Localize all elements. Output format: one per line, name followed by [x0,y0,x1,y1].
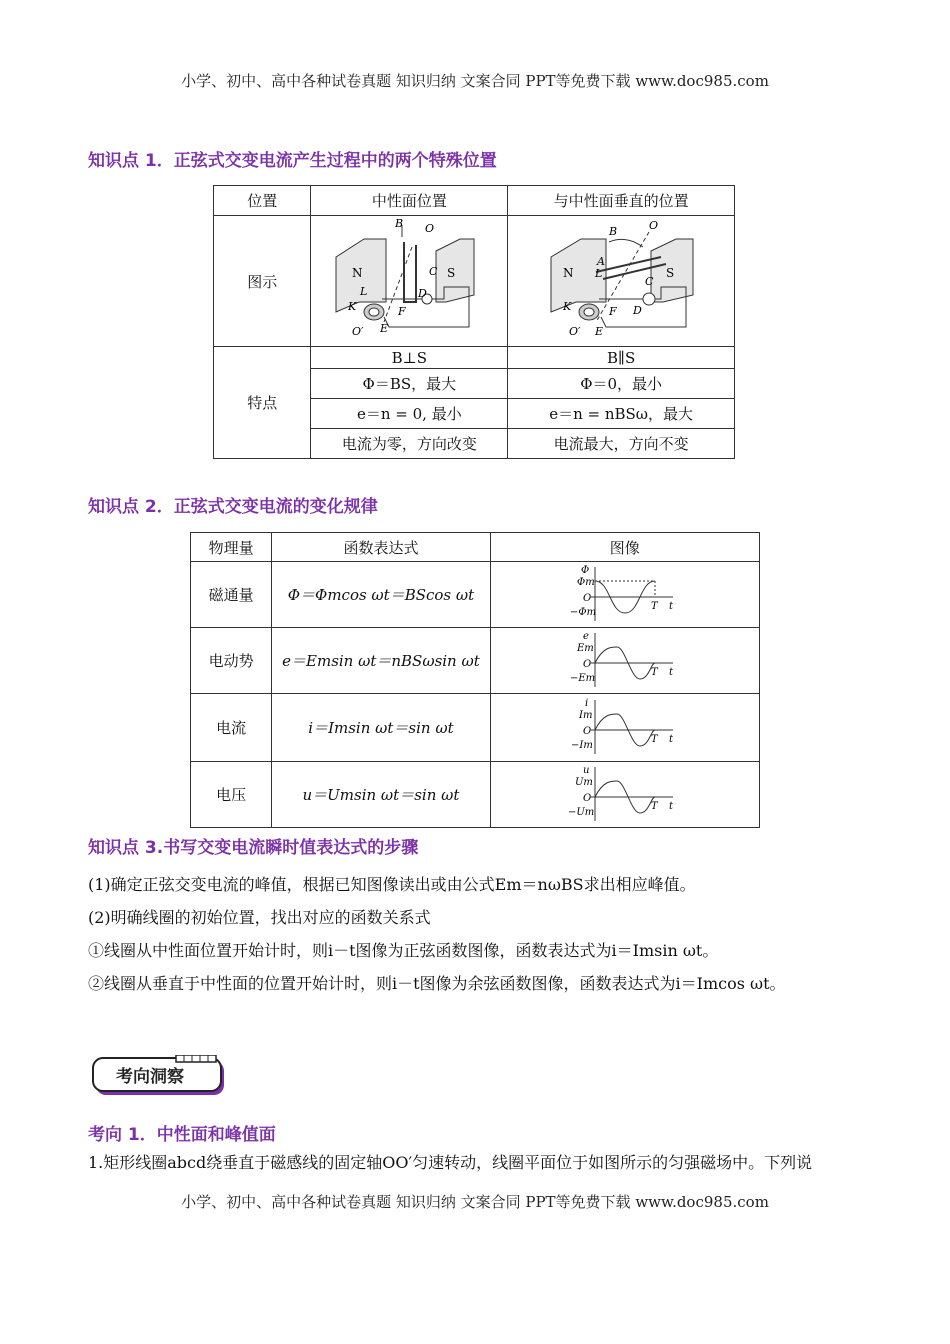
magnet-n-label: N [352,265,363,280]
direction-badge [92,1055,228,1097]
label-k: K [348,299,357,313]
neutral-feature-4: 电流为零，方向改变 [311,429,508,459]
magnet-s-label-2: S [666,265,675,280]
perp-feature-4: 电流最大，方向不变 [508,429,735,459]
qty-flux: 磁通量 [191,562,272,628]
label-e-2: E [595,324,604,338]
page-footer: 小学、初中、高中各种试卷真题 知识归纳 文案合同 PPT等免费下载 www.doc985.com [181,1193,769,1211]
emf-origin: O [582,658,591,670]
label-b-2: B [609,224,618,238]
th-perpendicular: 与中性面垂直的位置 [508,186,735,216]
label-d-2: D [633,303,642,317]
neutral-feature-3: e＝n = 0, 最小 [311,399,508,429]
flux-origin: O [582,592,591,604]
label-o: O [425,221,435,235]
section-title-4: 考向 1．中性面和峰值面 [88,1125,276,1145]
row-figure-label: 图示 [214,216,311,347]
current-min-label: −Im [570,739,593,751]
neutral-feature-2: Φ＝BS，最大 [311,369,508,399]
label-l-2: L [595,266,603,280]
emf-min-label: −Em [569,672,595,684]
voltage-max-label: Um [574,776,593,788]
label-o-prime: O′ [352,324,364,338]
voltage-sine-graph [565,763,685,823]
section-title-1: 知识点 1．正弦式交变电流产生过程中的两个特殊位置 [88,151,497,171]
qty-emf: 电动势 [191,628,272,694]
current-period: T [650,733,658,745]
current-sine-graph [565,696,685,756]
label-o-2: O [649,218,659,232]
generator-perpendicular-diagram [511,217,731,342]
current-x-label: t [668,733,673,745]
perp-feature-1: B∥S [508,347,735,369]
flux-period: T [650,600,658,612]
current-origin: O [582,725,591,737]
label-c-2: C [645,274,654,288]
step-2: (2)明确线圈的初始位置，找出对应的函数关系式 [88,908,431,927]
flux-y-label: Φ [580,564,589,576]
question-1: 1.矩形线圈abcd绕垂直于磁感线的固定轴OO′匀速转动，线圈平面位于如图所示的匀强磁场中。下列说 [88,1153,813,1172]
emf-period: T [650,666,658,678]
emf-sine-graph [565,629,685,689]
badge-frame [92,1055,228,1097]
qty-current: 电流 [191,694,272,762]
magnet-s-label: S [447,265,456,280]
voltage-origin: O [582,792,591,804]
graph-current-cell [490,694,759,762]
current-max-label: Im [578,709,593,721]
steps-paragraphs [88,868,868,1000]
current-y-label: i [584,697,588,709]
page-header: 小学、初中、高中各种试卷真题 知识归纳 文案合同 PPT等免费下载 www.doc985.com [181,72,769,90]
label-c: C [429,264,438,278]
step-4: ②线圈从垂直于中性面的位置开始计时，则i－t图像为余弦函数图像，函数表达式为i＝Imcos ωt。 [88,974,786,993]
step-1: (1)确定正弦交变电流的峰值，根据已知图像读出或由公式Em＝nωBS求出相应峰值。 [88,875,696,894]
voltage-y-label: u [582,764,590,776]
qty-voltage: 电压 [191,762,272,828]
perp-feature-3: e＝n = nBSω，最大 [508,399,735,429]
emf-max-label: Em [576,642,594,654]
section-title-3: 知识点 3.书写交变电流瞬时值表达式的步骤 [88,838,419,858]
graph-flux-cell [490,562,759,628]
special-positions-table [213,185,735,459]
perp-feature-2: Φ＝0，最小 [508,369,735,399]
th-expression: 函数表达式 [272,533,490,562]
voltage-x-label: t [668,800,673,812]
badge-text: 考向洞察 [116,1067,184,1087]
th-neutral: 中性面位置 [311,186,508,216]
label-a: A [597,254,606,268]
label-b: B [395,216,404,230]
variation-law-table [190,532,760,828]
section-title-2: 知识点 2．正弦式交变电流的变化规律 [88,497,378,517]
label-k-2: K [563,299,572,313]
emf-y-label: e [582,630,589,642]
figure-perpendicular [508,216,735,347]
magnet-n-label-2: N [563,265,574,280]
expr-voltage: u＝Umsin ωt＝sin ωt [272,762,490,828]
graph-voltage-cell [490,762,759,828]
graph-emf-cell [490,628,759,694]
flux-cosine-graph [565,563,685,623]
figure-neutral [311,216,508,347]
neutral-feature-1: B⊥S [311,347,508,369]
th-quantity: 物理量 [191,533,272,562]
th-graph: 图像 [490,533,759,562]
label-e: E [380,321,389,335]
flux-x-label: t [668,600,673,612]
expr-emf: e＝Emsin ωt＝nBSωsin ωt [272,628,490,694]
voltage-period: T [650,800,658,812]
th-position: 位置 [214,186,311,216]
step-3: ①线圈从中性面位置开始计时，则i－t图像为正弦函数图像，函数表达式为i＝Imsin ωt。 [88,941,719,960]
label-f: F [398,304,406,318]
expr-flux: Φ＝Φmcos ωt＝BScos ωt [272,562,490,628]
row-feature-label: 特点 [214,347,311,459]
voltage-min-label: −Um [567,806,595,818]
emf-x-label: t [668,666,673,678]
label-o-prime-2: O′ [569,324,581,338]
generator-neutral-diagram [314,217,504,342]
label-f-2: F [609,304,617,318]
flux-max-label: Φm [576,576,595,588]
expr-current: i＝Imsin ωt＝sin ωt [272,694,490,762]
flux-min-label: −Φm [569,606,596,618]
label-d: D [418,286,428,300]
label-l: L [360,284,368,298]
